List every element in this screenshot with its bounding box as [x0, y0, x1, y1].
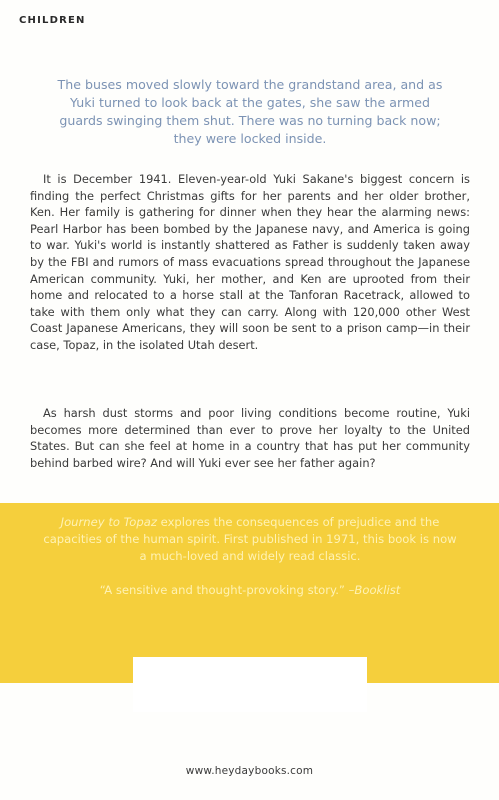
book-title: Journey to Topaz — [60, 515, 157, 529]
pull-quote: The buses moved slowly toward the grandstand area, and as Yuki turned to look back at the gates, she saw the armed guards swinging them shut. There was no turning back now; they were locked inside. — [57, 77, 443, 146]
band-description-text: explores the consequences of prejudice and the capacities of the human spirit. First published in 1971, this book is now a much-loved and widely read classic. — [43, 515, 457, 563]
review-quote — [40, 582, 460, 599]
synopsis-paragraph-1: It is December 1941. Eleven-year-old Yuki Sakane's biggest concern is finding the perfect Christmas gifts for her parents and her older brother, Ken. Her family is gathering for dinner when they hear the alarming news: Pearl Harbor has been bombed by the Japanese navy, and America is going to war. Yuki's world is instantly shattered as Father is suddenly taken away by the FBI and rumors of mass evacuations spread throughout the Japanese American community. Yuki, her mother, and Ken are uprooted from their home and relocated to a horse stall at the Tanforan Racetrack, allowed to take with them only what they can carry. Along with 120,000 other West Coast Japanese Americans, they will soon be sent to a prison camp—in their case, Topaz, in the isolated Utah desert. — [30, 172, 470, 352]
review-source: Booklist — [354, 583, 401, 597]
category-label: CHILDREN — [19, 15, 86, 26]
synopsis-paragraph-2: As harsh dust storms and poor living conditions become routine, Yuki becomes more determined than ever to prove her loyalty to the United States. But can she feel at home in a country that has put her community behind barbed wire? And will Yuki ever see her father again? — [30, 406, 470, 470]
review-quote-text: “A sensitive and thought-provoking story.” – — [99, 583, 355, 597]
band-description — [40, 514, 460, 565]
barcode-area — [133, 657, 367, 712]
publisher-url[interactable]: www.heydaybooks.com — [185, 765, 314, 777]
